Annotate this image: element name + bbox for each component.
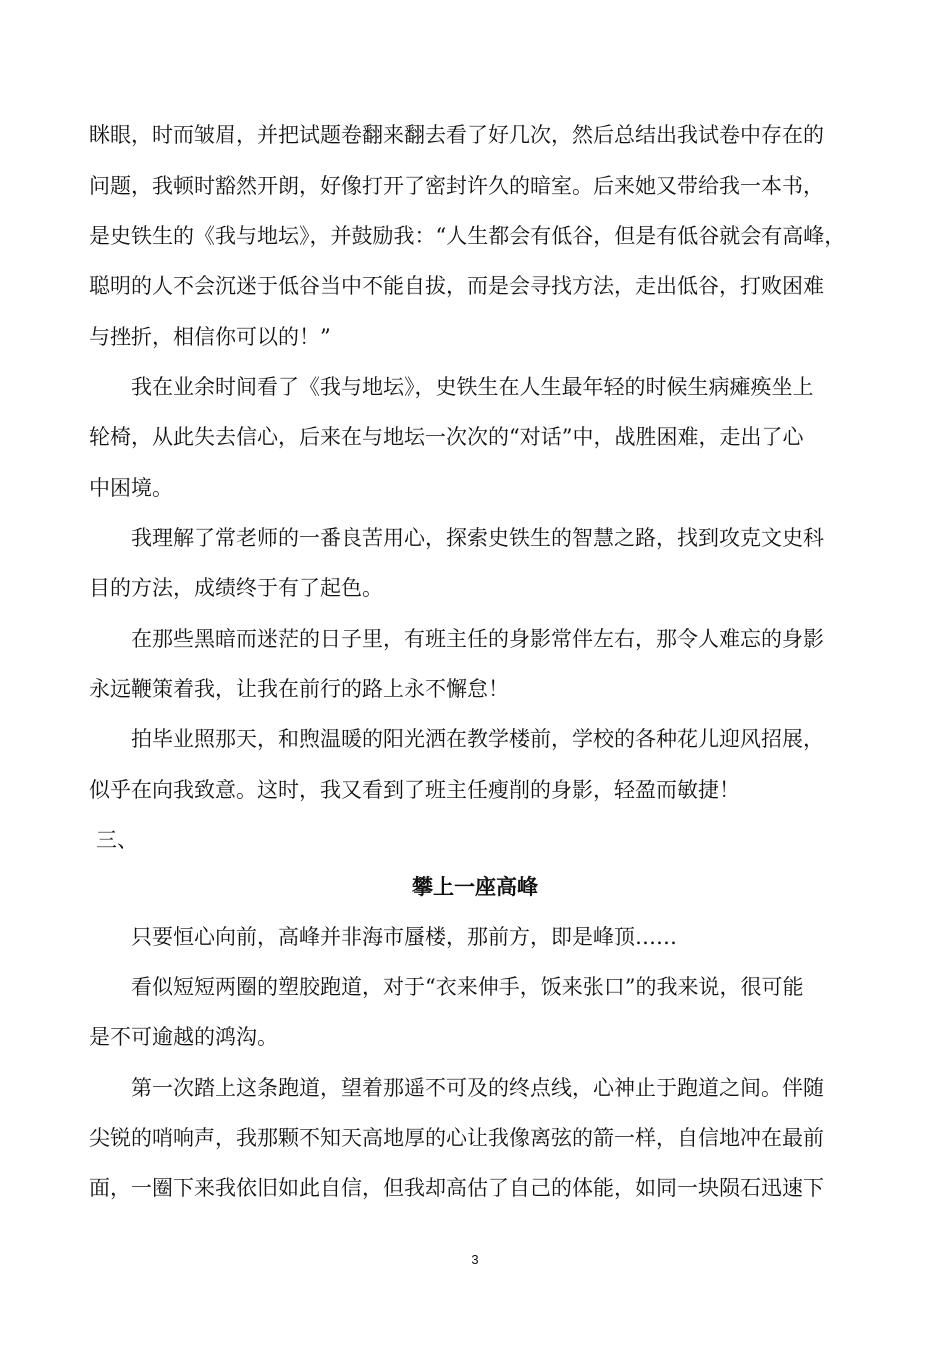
text-line: 眯眼，时而皱眉，并把试题卷翻来翻去看了好几次，然后总结出我试卷中存在的 xyxy=(89,123,824,147)
essay-title: 攀上一座高峰 xyxy=(412,875,538,899)
text-line: 我在业余时间看了《我与地坛》，史铁生在人生最年轻的时候生病瘫痪坐上 xyxy=(131,375,814,399)
text-line: 目的方法，成绩终于有了起色。 xyxy=(89,576,383,600)
text-line: 似乎在向我致意。这时，我又看到了班主任瘦削的身影，轻盈而敏捷！ xyxy=(89,778,740,802)
text-line: 只要恒心向前，高峰并非海市蜃楼，那前方，即是峰顶…… xyxy=(131,925,677,949)
text-line: 在那些黑暗而迷茫的日子里，有班主任的身影常伴左右，那令人难忘的身影 xyxy=(131,627,824,651)
text-line: 面，一圈下来我依旧如此自信，但我却高估了自己的体能，如同一块陨石迅速下 xyxy=(89,1176,824,1200)
text-line: 中困境。 xyxy=(89,476,173,500)
text-line: 是史铁生的《我与地坛》，并鼓励我：“人生都会有低谷，但是有低谷就会有高峰， xyxy=(89,224,846,248)
text-line: 第一次踏上这条跑道，望着那遥不可及的终点线，心神止于跑道之间。伴随 xyxy=(131,1076,824,1100)
text-line: 永远鞭策着我，让我在前行的路上永不懈怠！ xyxy=(89,677,509,701)
text-line: 问题，我顿时豁然开朗，好像打开了密封许久的暗室。后来她又带给我一本书， xyxy=(89,174,824,198)
text-line: 聪明的人不会沉迷于低谷当中不能自拔，而是会寻找方法，走出低谷，打败困难 xyxy=(89,274,824,298)
text-line: 轮椅，从此失去信心，后来在与地坛一次次的“对话”中，战胜困难，走出了心 xyxy=(89,425,804,449)
text-line: 尖锐的哨响声，我那颗不知天高地厚的心让我像离弦的箭一样，自信地冲在最前 xyxy=(89,1126,824,1150)
text-line: 看似短短两圈的塑胶跑道，对于“衣来伸手，饭来张口”的我来说，很可能 xyxy=(131,975,804,999)
text-line: 我理解了常老师的一番良苦用心，探索史铁生的智慧之路，找到攻克文史科 xyxy=(131,526,824,550)
section-number: 三、 xyxy=(96,828,138,852)
text-line: 是不可逾越的鸿沟。 xyxy=(89,1025,278,1049)
text-line: 与挫折，相信你可以的！” xyxy=(89,325,331,349)
page-number: 3 xyxy=(471,1252,479,1267)
text-line: 拍毕业照那天，和煦温暖的阳光洒在教学楼前，学校的各种花儿迎风招展， xyxy=(131,727,824,751)
